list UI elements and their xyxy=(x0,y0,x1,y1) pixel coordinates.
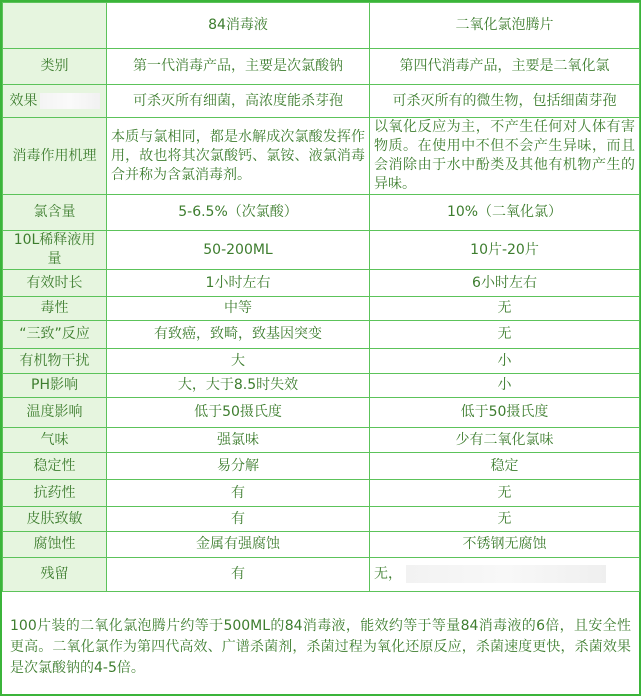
cell-clo2: 不锈钢无腐蚀 xyxy=(370,532,640,558)
cell-clo2: 以氧化反应为主，不产生任何对人体有害物质。在使用中不但不会产生异味，而且会消除由于水中酚类及其他有机物产生的异味。 xyxy=(370,118,640,195)
cell-clo2: 无， xyxy=(374,566,402,582)
row-label: 毒性 xyxy=(3,297,107,321)
row-label: 10L稀释液用量 xyxy=(3,231,107,270)
table-row xyxy=(3,297,640,321)
cell-clo2-residue xyxy=(370,558,640,592)
row-label: 有机物干扰 xyxy=(3,349,107,374)
cell-clo2: 10片-20片 xyxy=(370,231,640,270)
footer-note: 100片装的二氧化氯泡腾片约等于500ML的84消毒液，能效约等于等量84消毒液的6倍，且安全性更高。二氧化氯作为第四代高效、广谱杀菌剂，杀菌过程为氧化还原反应，杀菌速度更快，杀菌效果是次氯酸钠的4-5倍。 xyxy=(0,604,641,696)
cell-84: 大，大于8.5时失效 xyxy=(107,374,370,398)
header-chlorine-dioxide-tablet: 二氧化氯泡腾片 xyxy=(370,3,640,49)
table-row xyxy=(3,453,640,480)
row-label: 消毒作用机理 xyxy=(3,118,107,195)
cell-84: 50-200ML xyxy=(107,231,370,270)
row-label: 有效时长 xyxy=(3,270,107,297)
row-label: 效果 xyxy=(9,92,38,109)
row-label: 抗药性 xyxy=(3,480,107,507)
cell-84: 有 xyxy=(107,558,370,592)
row-label: 类别 xyxy=(3,49,107,85)
cell-84: 有致癌，致畸，致基因突变 xyxy=(107,321,370,349)
table-row xyxy=(3,398,640,428)
blurred-region xyxy=(406,565,606,583)
row-label: 稳定性 xyxy=(3,453,107,480)
cell-clo2: 稳定 xyxy=(370,453,640,480)
row-label: “三致”反应 xyxy=(3,321,107,349)
cell-84: 本质与氯相同，都是水解成次氯酸发挥作用，故也将其次氯酸钙、氯铵、液氯消毒合并称为含氯消毒剂。 xyxy=(107,118,370,195)
cell-84: 金属有强腐蚀 xyxy=(107,532,370,558)
cell-clo2: 无 xyxy=(370,507,640,532)
cell-84: 大 xyxy=(107,349,370,374)
cell-84: 可杀灭所有细菌，高浓度能杀芽孢 xyxy=(107,85,370,118)
header-84-disinfectant: 84消毒液 xyxy=(107,3,370,49)
table-row xyxy=(3,270,640,297)
row-label: PH影响 xyxy=(3,374,107,398)
table-row xyxy=(3,349,640,374)
table-row xyxy=(3,480,640,507)
cell-clo2: 10%（二氧化氯） xyxy=(370,195,640,231)
cell-clo2: 少有二氧化氯味 xyxy=(370,428,640,453)
cell-clo2: 低于50摄氏度 xyxy=(370,398,640,428)
blurred-region xyxy=(40,93,100,109)
table-row xyxy=(3,532,640,558)
table-row xyxy=(3,49,640,85)
cell-84: 易分解 xyxy=(107,453,370,480)
cell-84: 1小时左右 xyxy=(107,270,370,297)
cell-clo2: 6小时左右 xyxy=(370,270,640,297)
cell-clo2: 可杀灭所有的微生物，包括细菌芽孢 xyxy=(370,85,640,118)
table-row xyxy=(3,118,640,195)
table-row xyxy=(3,374,640,398)
cell-clo2: 无 xyxy=(370,480,640,507)
cell-clo2: 小 xyxy=(370,349,640,374)
cell-84: 第一代消毒产品，主要是次氯酸钠 xyxy=(107,49,370,85)
row-label: 残留 xyxy=(3,558,107,592)
cell-84: 中等 xyxy=(107,297,370,321)
cell-clo2: 第四代消毒产品，主要是二氧化氯 xyxy=(370,49,640,85)
row-label: 氯含量 xyxy=(3,195,107,231)
table-row xyxy=(3,231,640,270)
row-label: 皮肤致敏 xyxy=(3,507,107,532)
table-row xyxy=(3,428,640,453)
cell-clo2: 小 xyxy=(370,374,640,398)
comparison-table xyxy=(2,2,640,592)
row-label: 气味 xyxy=(3,428,107,453)
cell-84: 低于50摄氏度 xyxy=(107,398,370,428)
table-row xyxy=(3,85,640,118)
cell-84: 强氯味 xyxy=(107,428,370,453)
cell-84: 5-6.5%（次氯酸） xyxy=(107,195,370,231)
header-corner xyxy=(3,3,107,49)
table-header-row xyxy=(3,3,640,49)
cell-clo2: 无 xyxy=(370,321,640,349)
row-label: 温度影响 xyxy=(3,398,107,428)
row-label: 腐蚀性 xyxy=(3,532,107,558)
row-label-cell xyxy=(3,85,107,118)
table-row xyxy=(3,558,640,592)
cell-84: 有 xyxy=(107,480,370,507)
table-row xyxy=(3,321,640,349)
table-row xyxy=(3,507,640,532)
table-row xyxy=(3,195,640,231)
cell-clo2: 无 xyxy=(370,297,640,321)
cell-84: 有 xyxy=(107,507,370,532)
